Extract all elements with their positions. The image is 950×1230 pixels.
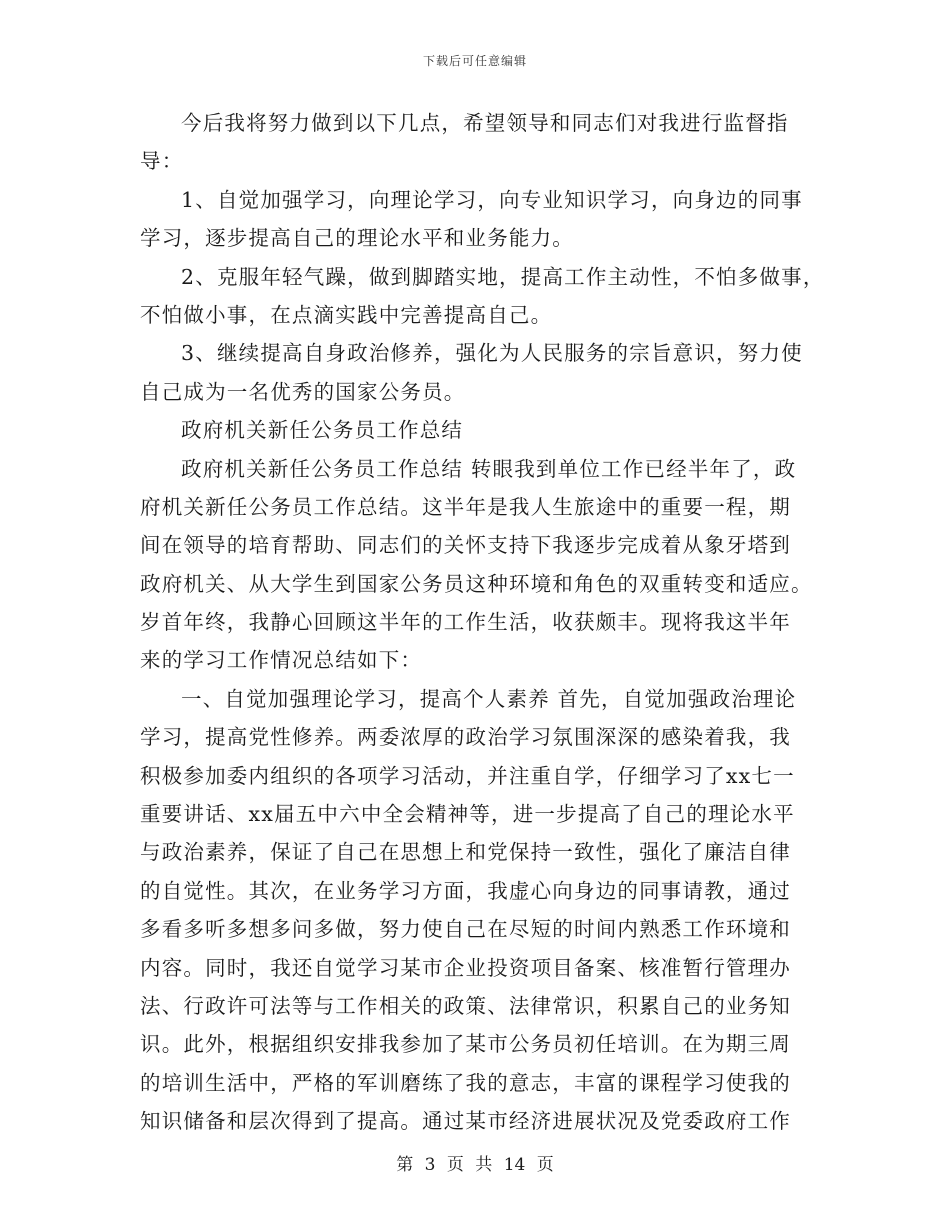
text-line: 一、自觉加强理论学习，提高个人素养 首先，自觉加强政治理论	[181, 686, 797, 711]
text-line: 积极参加委内组织的各项学习活动，并注重自学，仔细学习了xx七一	[140, 763, 795, 788]
text-line: 法、行政许可法等与工作相关的政策、法律常识，积累自己的业务知	[140, 993, 791, 1018]
text-line: 府机关新任公务员工作总结。这半年是我人生旅途中的重要一程，期	[140, 494, 791, 519]
text-line: 来的学习工作情况总结如下：	[140, 648, 423, 673]
text-line: 重要讲话、xx届五中六中全会精神等，进一步提高了自己的理论水平	[140, 802, 795, 827]
page-header: 下载后可任意编辑	[422, 54, 527, 68]
text-line: 导：	[140, 149, 184, 174]
text-line: 1、自觉加强学习，向理论学习，向专业知识学习，向身边的同事	[181, 187, 803, 212]
text-line: 内容。同时，我还自觉学习某市企业投资项目备案、核准暂行管理办	[140, 955, 791, 980]
text-line: 识。此外，根据组织安排我参加了某市公务员初任培训。在为期三周	[140, 1032, 791, 1057]
text-line: 多看多听多想多问多做，努力使自己在尽短的时间内熟悉工作环境和	[140, 917, 791, 942]
page-footer: 第 3 页 共 14 页	[396, 1155, 554, 1175]
text-line: 政府机关新任公务员工作总结	[181, 418, 464, 443]
text-line: 学习，逐步提高自己的理论水平和业务能力。	[140, 226, 574, 251]
text-line: 自己成为一名优秀的国家公务员。	[140, 379, 466, 404]
text-line: 今后我将努力做到以下几点，希望领导和同志们对我进行监督指	[181, 111, 789, 135]
text-line: 学习，提高党性修养。两委浓厚的政治学习氛围深深的感染着我，我	[140, 725, 791, 750]
text-line: 2、克服年轻气躁，做到脚踏实地，提高工作主动性，不怕多做事，	[181, 264, 825, 289]
text-line: 的培训生活中，严格的军训磨练了我的意志，丰富的课程学习使我的	[140, 1070, 791, 1095]
text-line: 3、继续提高自身政治修养，强化为人民服务的宗旨意识，努力使	[181, 341, 803, 366]
text-line: 的自觉性。其次，在业务学习方面，我虚心向身边的同事请教，通过	[140, 878, 791, 903]
text-line: 政府机关新任公务员工作总结 转眼我到单位工作已经半年了，政	[181, 456, 797, 481]
text-line: 间在领导的培育帮助、同志们的关怀支持下我逐步完成着从象牙塔到	[140, 533, 791, 558]
text-line: 政府机关、从大学生到国家公务员这种环境和角色的双重转变和适应。	[140, 571, 813, 596]
text-line: 不怕做小事，在点滴实践中完善提高自己。	[140, 302, 553, 327]
document-body	[140, 104, 825, 1141]
text-line: 与政治素养，保证了自己在思想上和党保持一致性，强化了廉洁自律	[140, 840, 791, 865]
text-line: 知识储备和层次得到了提高。通过某市经济进展状况及党委政府工作	[140, 1109, 791, 1134]
text-line: 岁首年终，我静心回顾这半年的工作生活，收获颇丰。现将我这半年	[140, 610, 791, 635]
